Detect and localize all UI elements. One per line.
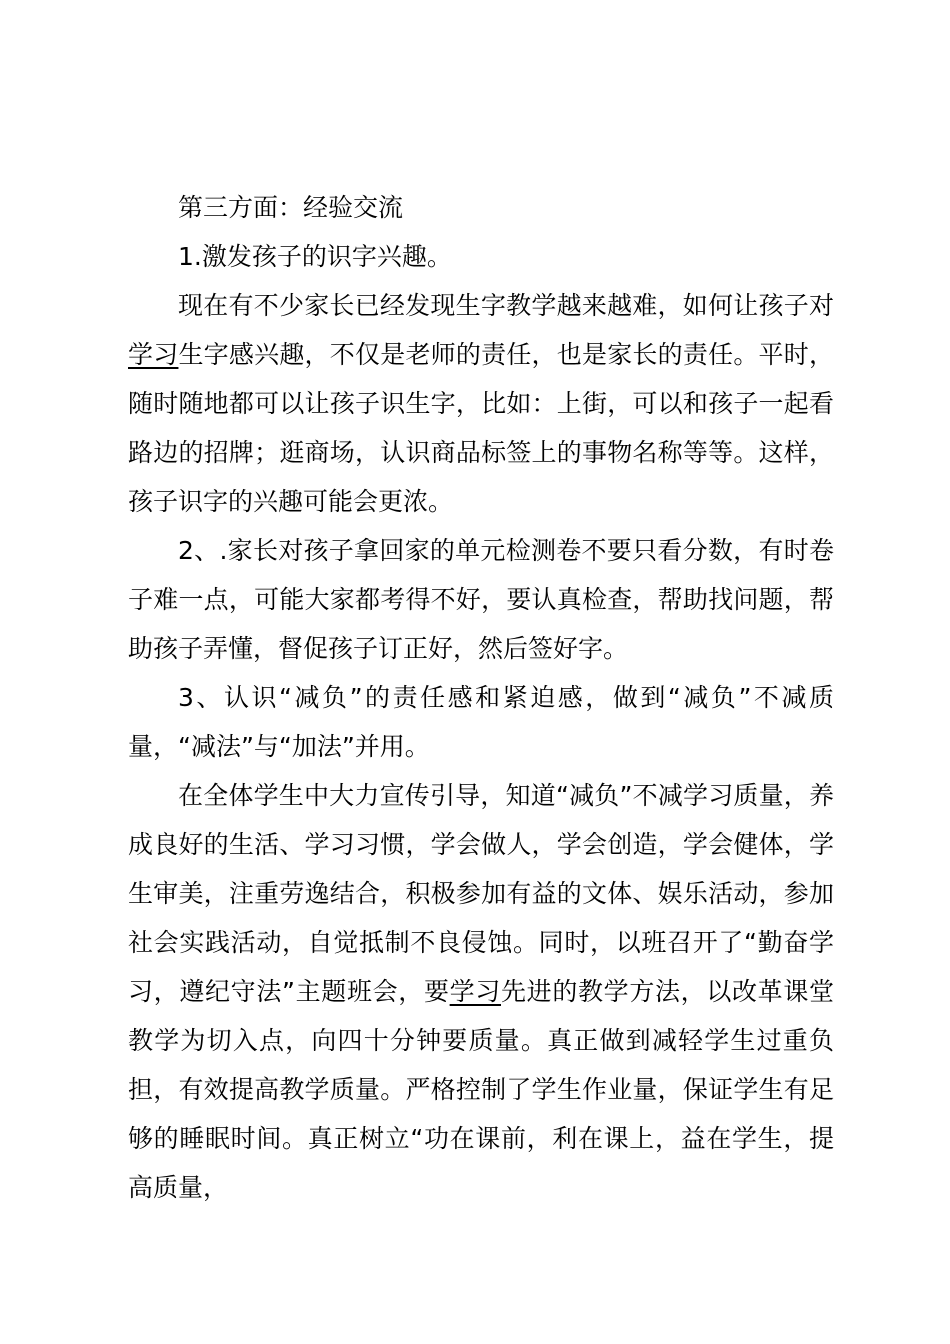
paragraph-test-papers: 2、.家长对孩子拿回家的单元检测卷不要只看分数，有时卷子难一点，可能大家都考得不好，要认真检查，帮助找问题，帮助孩子弄懂，督促孩子订正好，然后签好字。 [128,536,834,663]
paragraph-campaign [128,771,834,1212]
paragraph-text: 先进的教学方法，以改革课堂教学为切入点，向四十分钟要质量。真正做到减轻学生过重负担，有效提高教学质量。严格控制了学生作业量，保证学生有足够的睡眠时间。真正树立“功在课前，利在课上，益在学生，提高质量， [128,977,834,1202]
paragraph-text: 生字感兴趣，不仅是老师的责任，也是家长的责任。平时，随时随地都可以让孩子识生字，比如：上街，可以和孩子一起看路边的招牌；逛商场，认识商品标签上的事物名称等等。这样，孩子识字的兴趣可能会更浓。 [128,340,834,516]
paragraph-text: 在全体学生中大力宣传引导，知道“减负”不减学习质量，养成良好的生活、学习习惯，学会做人，学会创造，学会健体，学生审美，注重劳逸结合，积极参加有益的文体、娱乐活动，参加社会实践活动，自觉抵制不良侵蚀。同时，以班召开了“勤奋学习，遵纪守法”主题班会，要 [128,781,834,1006]
document-body [128,183,834,1212]
study-link[interactable]: 学习 [128,340,179,369]
section-heading: 第三方面：经验交流 [178,193,404,222]
item-heading-1: 1.激发孩子的识字兴趣。 [178,242,452,271]
paragraph-burden-reduction: 3、认识“减负”的责任感和紧迫感，做到“减负”不减质量，“减法”与“加法”并用。 [128,683,834,761]
study-link[interactable]: 学习 [449,977,501,1006]
paragraph-literacy-interest [128,281,834,526]
paragraph-text: 现在有不少家长已经发现生字教学越来越难，如何让孩子对 [178,291,834,320]
